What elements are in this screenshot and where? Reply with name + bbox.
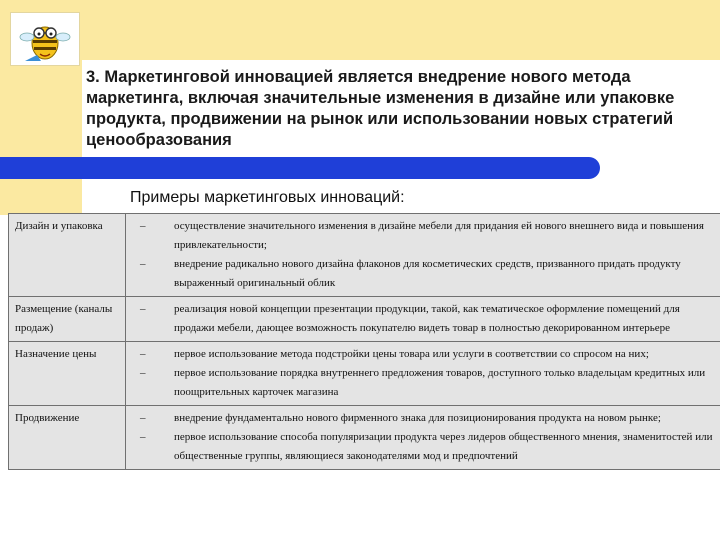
row-items	[126, 214, 720, 297]
examples-subtitle: Примеры маркетинговых инноваций:	[130, 189, 405, 206]
list-item	[140, 300, 714, 338]
table-row	[9, 342, 720, 406]
list-item	[140, 364, 714, 402]
list-item	[140, 409, 714, 428]
list-item-text: первое использование метода подстройки цены товара или услуги в соответствии со спросом на них;	[174, 348, 649, 360]
list-item-text: первое использование порядка внутреннего предложения товаров, доступного только владельцам кредитных или поощрительных карточек магазина	[174, 367, 706, 398]
bullet-dash: –	[140, 303, 146, 315]
list-item-text: внедрение радикально нового дизайна флаконов для косметических средств, призванного придать продукту выраженный оригинальный облик	[174, 258, 681, 289]
bullet-dash: –	[140, 258, 146, 270]
row-category: Размещение (каналы продаж)	[9, 297, 126, 342]
row-items	[126, 406, 720, 470]
list-item-text: осуществление значительного изменения в дизайне мебели для придания ей нового внешнего вида и повышения привлекательности;	[174, 220, 704, 251]
logo-frame	[10, 12, 80, 66]
list-item-text: внедрение фундаментально нового фирменного знака для позиционирования продукта на новом рынке;	[174, 412, 661, 424]
table-row	[9, 214, 720, 297]
bullet-dash: –	[140, 220, 146, 232]
list-item	[140, 217, 714, 255]
slide-title: 3. Маркетинговой инновацией является внедрение нового метода маркетинга, включая значительные изменения в дизайне или упаковке продукта, продвижении на рынок или использовании новых стратегий ценообразования	[86, 68, 675, 149]
row-category: Назначение цены	[9, 342, 126, 406]
row-category: Продвижение	[9, 406, 126, 470]
accent-bar	[0, 157, 600, 179]
row-category: Дизайн и упаковка	[9, 214, 126, 297]
table-row	[9, 406, 720, 470]
marketing-innovations-table	[8, 213, 720, 470]
list-item	[140, 428, 714, 466]
list-item	[140, 255, 714, 293]
bullet-dash: –	[140, 367, 146, 379]
bullet-dash: –	[140, 412, 146, 424]
list-item-text: первое использование способа популяризации продукта через лидеров общественного мнения, знаменитостей или общественные группы, являющиеся законодателями мод и предпочтений	[174, 431, 713, 462]
list-item-text: реализация новой концепции презентации продукции, такой, как тематическое оформление помещений для продажи мебели, дающее возможность покупателю видеть товар в полностью декорированном интерьере	[174, 303, 680, 334]
top-yellow-band	[82, 0, 720, 60]
list-item	[140, 345, 714, 364]
bullet-dash: –	[140, 431, 146, 443]
bullet-dash: –	[140, 348, 146, 360]
row-items	[126, 342, 720, 406]
table-row	[9, 297, 720, 342]
row-items	[126, 297, 720, 342]
cartoon-bee-with-glasses-icon	[11, 13, 79, 65]
